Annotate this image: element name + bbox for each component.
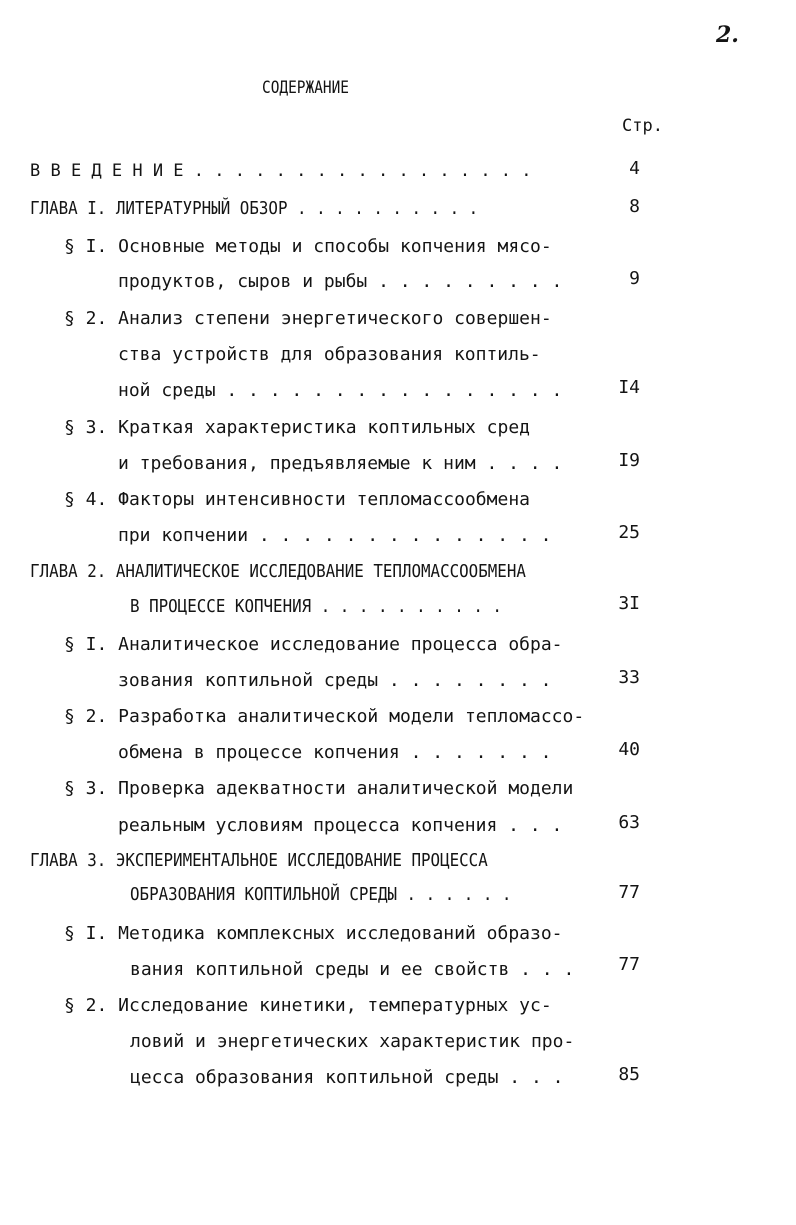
page-column-label: Стр. (622, 116, 663, 136)
toc-page: 25 (618, 522, 640, 543)
toc-page: 77 (618, 954, 640, 975)
toc-page: I4 (618, 377, 640, 398)
toc-line: зования коптильной среды . . . . . . . . (118, 670, 552, 691)
toc-page: 4 (629, 158, 640, 179)
toc-line: ной среды . . . . . . . . . . . . . . . . (118, 380, 563, 401)
toc-line: § I. Методика комплексных исследований образо- (64, 923, 563, 944)
toc-line: § 2. Анализ степени энергетического совершен- (64, 308, 552, 329)
toc-line: § I. Аналитическое исследование процесса обра- (64, 634, 563, 655)
toc-line-chapter: В ПРОЦЕССЕ КОПЧЕНИЯ . . . . . . . . . . (130, 596, 502, 617)
toc-line: § 4. Факторы интенсивности тепломассообмена (64, 489, 530, 510)
toc-line: ства устройств для образования коптиль- (118, 344, 541, 365)
toc-line: обмена в процессе копчения . . . . . . . (118, 742, 552, 763)
toc-page: 3I (618, 593, 640, 614)
toc-line: продуктов, сыров и рыбы . . . . . . . . . (118, 271, 563, 292)
toc-line: § 3. Проверка адекватности аналитической модели (64, 778, 574, 799)
toc-page: I9 (618, 450, 640, 471)
toc-line-chapter: ГЛАВА 2. АНАЛИТИЧЕСКОЕ ИССЛЕДОВАНИЕ ТЕПЛОМАССООБМЕНА (30, 561, 526, 582)
toc-title: СОДЕРЖАНИЕ (262, 78, 350, 98)
toc-line: § 3. Краткая характеристика коптильных сред (64, 417, 530, 438)
toc-line: ловий и энергетических характеристик про- (130, 1031, 575, 1052)
toc-page: 8 (629, 196, 640, 217)
toc-line-intro: В В Е Д Е Н И Е . . . . . . . . . . . . . . . . . (30, 161, 532, 181)
toc-line: § I. Основные методы и способы копчения мясо- (64, 236, 552, 257)
toc-line: цесса образования коптильной среды . . . (130, 1067, 564, 1088)
toc-page: 9 (629, 268, 640, 289)
toc-line: при копчении . . . . . . . . . . . . . . (118, 525, 552, 546)
toc-page: 63 (618, 812, 640, 833)
toc-page: 33 (618, 667, 640, 688)
toc-line-chapter: ОБРАЗОВАНИЯ КОПТИЛЬНОЙ СРЕДЫ . . . . . . (130, 884, 512, 905)
toc-line-chapter: ГЛАВА I. ЛИТЕРАТУРНЫЙ ОБЗОР . . . . . . . . . . (30, 198, 479, 219)
toc-line-chapter: ГЛАВА 3. ЭКСПЕРИМЕНТАЛЬНОЕ ИССЛЕДОВАНИЕ ПРОЦЕССА (30, 850, 488, 871)
toc-page: 77 (618, 882, 640, 903)
toc-line: § 2. Исследование кинетики, температурных ус- (64, 995, 552, 1016)
toc-line: вания коптильной среды и ее свойств . . . (130, 959, 575, 980)
toc-line: реальным условиям процесса копчения . . . (118, 815, 563, 836)
toc-line: и требования, предъявляемые к ним . . . . (118, 453, 563, 474)
page-number: 2. (716, 22, 739, 48)
toc-page: 85 (618, 1064, 640, 1085)
toc-page: 40 (618, 739, 640, 760)
toc-line: § 2. Разработка аналитической модели тепломассо- (64, 706, 585, 727)
